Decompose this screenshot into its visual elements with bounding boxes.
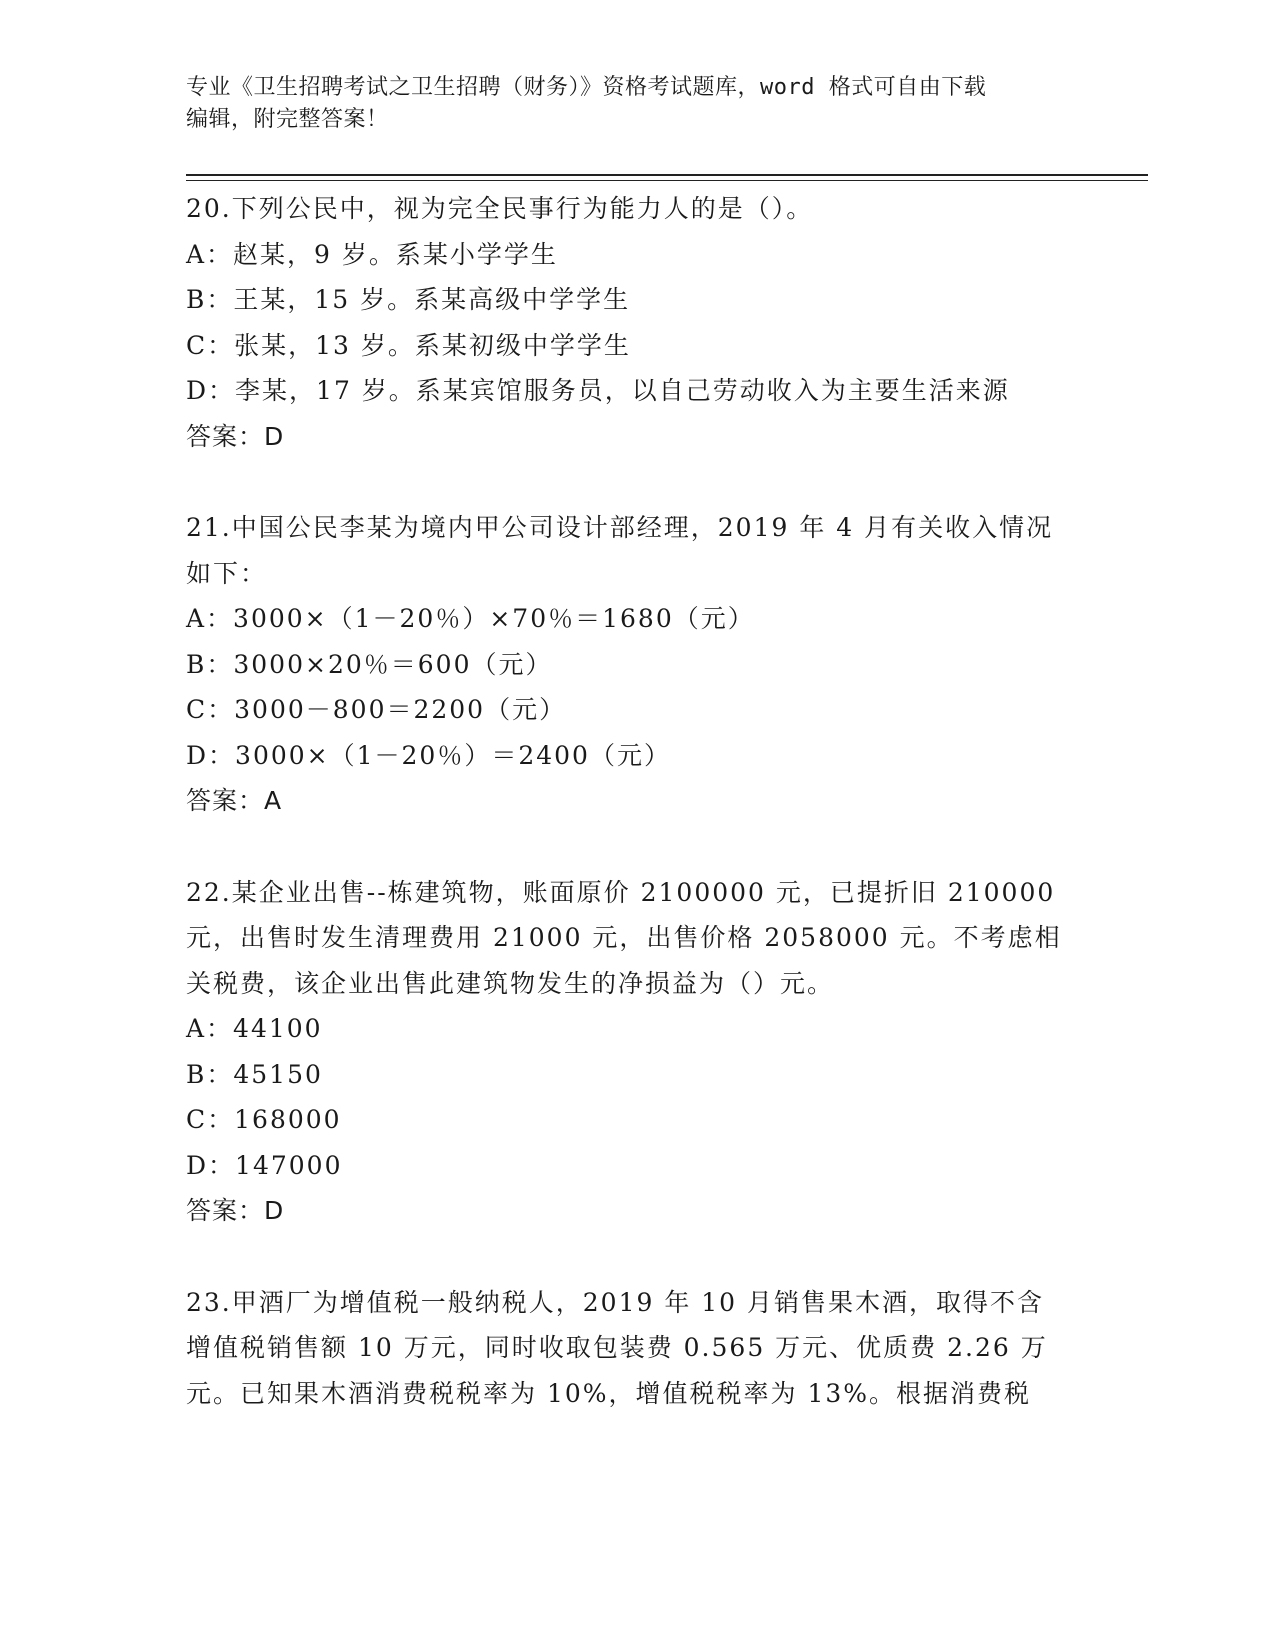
option-c: C：168000 (186, 1105, 342, 1134)
question-20 (186, 186, 1076, 459)
question-stem-continued: 元，出售时发生清理费用 21000 元，出售价格 2058000 元。不考虑相 (186, 923, 1062, 952)
option-a: A：赵某，9 岁。系某小学学生 (186, 239, 558, 269)
option-c: C：张某，13 岁。系某初级中学学生 (186, 330, 631, 360)
answer-label: 答案：A (186, 786, 283, 815)
option-c: C：3000－800＝2200（元） (186, 695, 567, 724)
option-a: A：44100 (186, 1014, 323, 1043)
option-b: B：王某，15 岁。系某高级中学学生 (186, 285, 631, 314)
header-divider-thin (186, 180, 1148, 181)
question-stem-continued: 元。已知果木酒消费税税率为 10%，增值税税率为 13%。根据消费税 (186, 1378, 1032, 1408)
question-stem-continued: 增值税销售额 10 万元，同时收取包装费 0.565 万元、优质费 2.26 万 (186, 1333, 1048, 1362)
header-line-2: 编辑，附完整答案！ (186, 107, 389, 132)
header-divider-thick (186, 174, 1148, 176)
question-stem-continued: 如下： (186, 558, 268, 588)
answer-label: 答案：D (186, 421, 285, 451)
question-stem-continued: 关税费，该企业出售此建筑物发生的净损益为（）元。 (186, 968, 835, 998)
question-22 (186, 870, 1076, 1234)
document-header (186, 72, 1066, 136)
header-line-1: 专业《卫生招聘考试之卫生招聘（财务）》资格考试题库，word 格式可自由下载 (186, 75, 987, 100)
question-stem: 20.下列公民中，视为完全民事行为能力人的是（）。 (186, 194, 814, 223)
question-list (186, 186, 1076, 1462)
option-d: D：147000 (186, 1150, 343, 1180)
question-stem: 22.某企业出售--栋建筑物，账面原价 2100000 元，已提折旧 210000 (186, 877, 1056, 907)
option-d: D：3000×（1－20％）＝2400（元） (186, 740, 671, 770)
question-21 (186, 505, 1076, 824)
option-d: D：李某，17 岁。系某宾馆服务员，以自己劳动收入为主要生活来源 (186, 376, 1010, 405)
question-stem: 23.甲酒厂为增值税一般纳税人，2019 年 10 月销售果木酒，取得不含 (186, 1287, 1045, 1317)
question-23 (186, 1280, 1076, 1417)
question-stem: 21.中国公民李某为境内甲公司设计部经理，2019 年 4 月有关收入情况 (186, 513, 1054, 542)
option-a: A：3000×（1－20％）×70％＝1680（元） (186, 604, 755, 633)
answer-label: 答案：D (186, 1196, 285, 1225)
option-b: B：3000×20％＝600（元） (186, 649, 553, 679)
option-b: B：45150 (186, 1059, 323, 1089)
